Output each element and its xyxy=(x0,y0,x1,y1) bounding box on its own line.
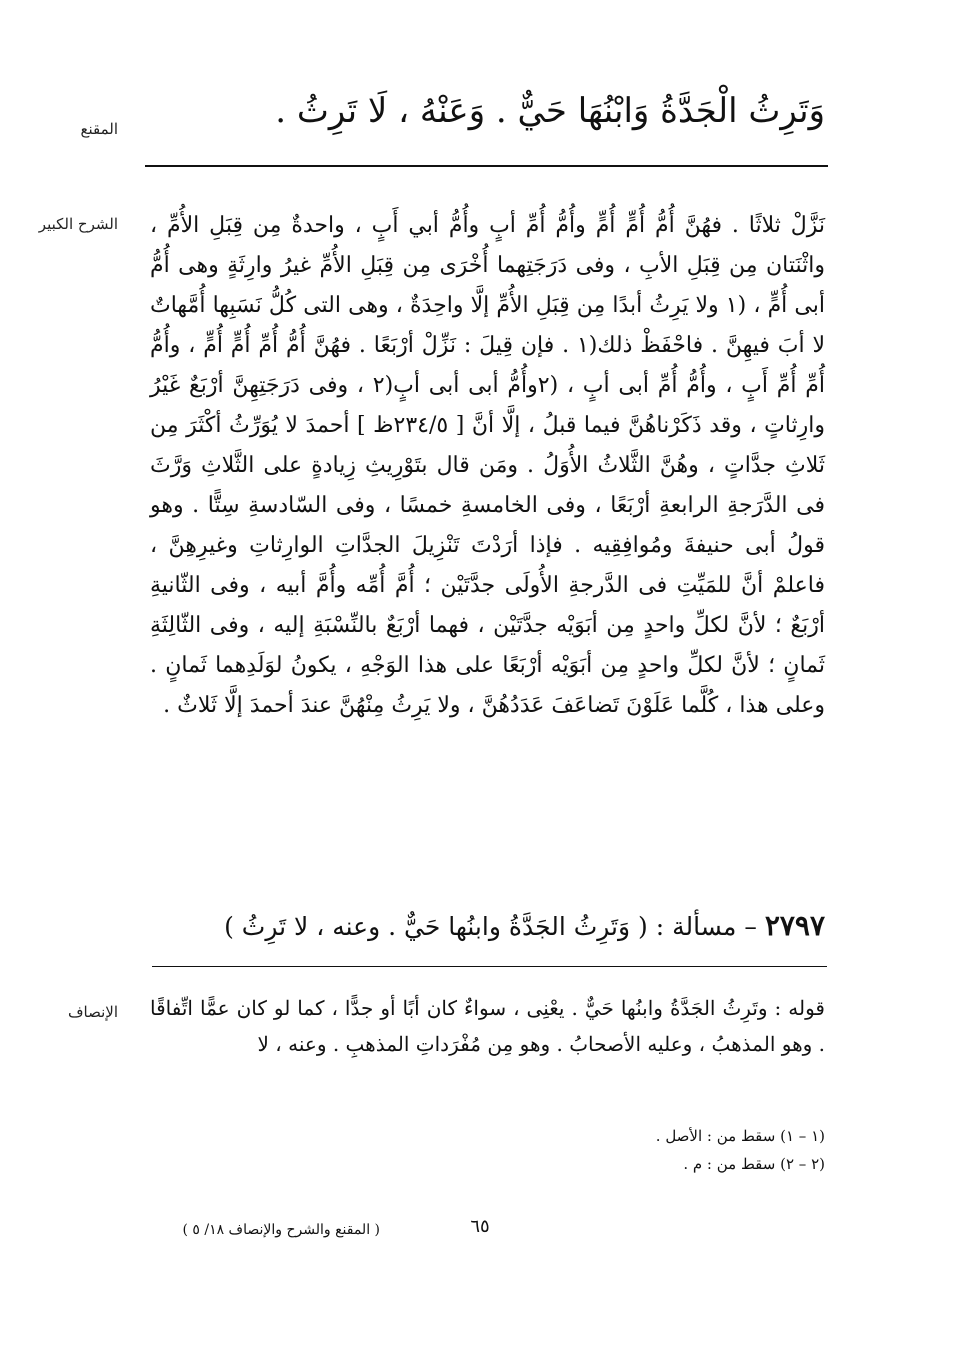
masala-number: ٢٧٩٧ xyxy=(764,909,825,942)
label-sharh: الشرح الكبير xyxy=(38,215,118,233)
label-muqni: المقنع xyxy=(80,120,118,138)
running-footer: ( المقنع والشرح والإنصاف ١٨/ ٥ ) xyxy=(182,1222,380,1238)
heading-rule xyxy=(145,165,828,167)
footnotes xyxy=(300,1122,825,1178)
footnote-1: (١ – ١) سقط من : الأصل . xyxy=(655,1127,825,1145)
masala-text: – مسألة : ( وَتَرِثُ الجَدَّةُ وابنُها حَيٌّ . وعنه ، لا تَرِثُ ) xyxy=(224,912,757,941)
main-heading: وَتَرِثُ الْجَدَّةُ وَابْنُهَا حَيٌّ . وَعَنْهُ ، لَا تَرِثُ . xyxy=(275,91,825,131)
page-number: ٦٥ xyxy=(470,1216,490,1237)
insaf-rule xyxy=(152,966,827,967)
sharh-text: نَزَّلْ ثلاثًا . فهُنَّ أُمُّ أُمٍّ أُمٍّ وأُمُّ أُمِّ أبٍ وأُمُّ أبي أَبٍ ، واحدةٌ مِن قِبَلِ الأُمِّ ، واثْنَتان مِن قِبَلِ الأبِ ، وفى دَرَجَتِهما أُخْرَى مِن قِبَلِ الأُمِّ غيرُ وارِثَةٍ وهى أُمُّ أبى أُمٍّ ، (١ ولا يَرِثُ أبدًا مِن قِبَلِ الأُمِّ إلَّا واحِدَةٌ ، وهى التى كُلُّ نَسَبِها أُمَّهاتٌ لا أبَ فيهِنَّ . فاحْفَظْ ذلك(١ . فإن قِيلَ : نَزِّلْ أرْبَعًا . فهُنَّ أُمُّ أُمِّ أُمٍّ أُمٍّ ، وأُمُّ أُمِّ أُمِّ أَبٍ ، وأُمُّ أُمِّ أبى أبٍ ، (٢وأُمُّ أبى أبى أبٍ(٢ ، وفى دَرَجَتِهِنَّ أرْبَعٌ غَيْرُ وارِثاتٍ ، وقد ذَكَرْناهُنَّ فيما قبلُ ، إلَّا أنَّ [ ٢٣٤/٥ظ ] أحمدَ لا يُوَرِّثُ أكْثَرَ مِن ثَلاثِ جدَّاتٍ ، وهُنَّ الثَّلاثُ الأُوَلُ . ومَن قال بتَوْرِيثِ زِيادةٍ على الثَّلاثِ وَرَّثَ فى الدَّرَجةِ الرابعةِ أرْبَعًا ، وفى الخامسةِ خمسًا ، وفى السّادسةِ سِتًّا . وهو قولُ أبى حنيفةَ ومُوافِقِيه . فإذا أرَدْتَ تَنْزِيلَ الجدَّاتِ الوارِثاتِ وغيرِهِنَّ ، فاعلمْ أنَّ للمَيِّتِ فى الدَّرجةِ الأُولَى جدَّتَيْن ؛ أُمَّ أُمِّه وأُمَّ أبيه ، وفى الثّانيةِ أرْبَعٌ ؛ لأنَّ لكلِّ واحدٍ مِن أبَوَيْه جدَّتَيْن ، فهما أرْبَعٌ بالنِّسْبَةِ إليه ، وفى الثّالِثَةِ ثَمانٍ ؛ لأنَّ لكلِّ واحدٍ مِن أبَوَيْه أرْبَعًا على هذا الوَجْهِ ، يكونُ لوَلَدِهما ثَمانٍ . وعلى هذا ، كُلَّما عَلَوْنَ تَضاعَفَ عَدَدُهُنَّ ، ولا يَرِثُ مِنْهُنَّ عندَ أحمدَ إلَّا ثَلاثٌ . xyxy=(150,213,826,718)
label-insaf: الإنصاف xyxy=(67,1003,118,1021)
footnote-2: (٢ – ٢) سقط من : م . xyxy=(683,1155,825,1173)
insaf-text: قوله : وتَرِثُ الجَدَّةُ وابنُها حَيٌّ . يعْنِى ، سواءٌ كان أبًا أو جدًّا ، كما لو كان عمًّا اتِّفاقًا . وهو المذهبُ ، وعليه الأصحابُ . وهو مِن مُفْرَداتِ المذهبِ . وعنه ، لا xyxy=(150,996,825,1056)
masala-heading xyxy=(150,903,825,950)
